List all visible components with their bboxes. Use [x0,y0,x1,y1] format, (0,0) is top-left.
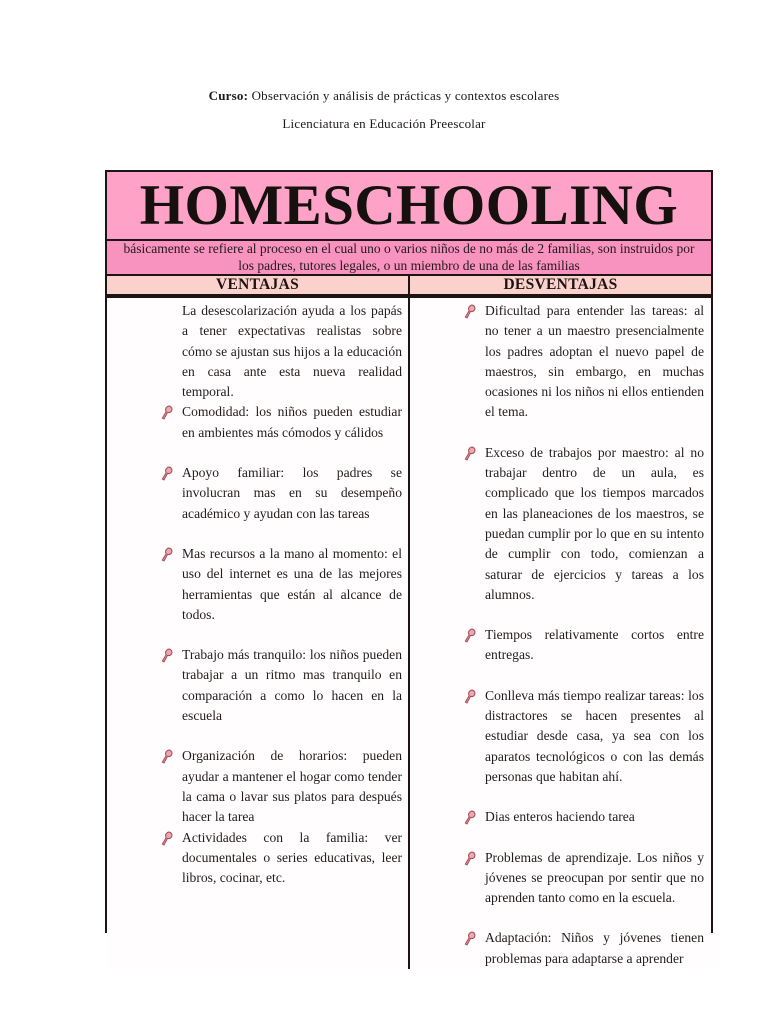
table-title: HOMESCHOOLING [139,174,679,237]
list-item [485,301,704,423]
title-banner [107,172,711,241]
item-text: Conlleva más tiempo realizar tareas: los distractores se hacen presentes al estudiar desde casa, ya sea con los aparatos tecnológicos o con las demás personas que habitan ahí. [485,687,704,784]
column-headers-row [107,276,711,296]
content-row [107,298,711,969]
course-text: Observación y análisis de prácticas y contextos escolares [248,88,560,103]
item-text: Comodidad: los niños pueden estudiar en ambientes más cómodos y cálidos [182,404,402,440]
ribbon-bullet-icon [161,547,173,562]
item-text: Apoyo familiar: los padres se involucran mas en su desempeño académico y ayudan con las tareas [182,465,402,521]
list-item [182,463,402,524]
item-text: Problemas de aprendizaje. Los niños y jóvenes se preocupan por sentir que no aprenden tanto como en la escuela. [485,849,704,906]
ribbon-bullet-icon [464,931,476,946]
item-text: Mas recursos a la mano al momento: el uso del internet es una de las mejores herramientas que están al alcance de todos. [182,545,402,622]
course-label: Curso: [208,88,249,103]
ribbon-bullet-icon [464,628,476,643]
ventajas-list [107,301,408,888]
ribbon-bullet-icon [161,648,173,663]
ribbon-bullet-icon [464,810,476,825]
list-item [485,686,704,787]
list-item [485,848,704,909]
homeschooling-table [105,170,713,966]
ventajas-header: VENTAJAS [107,276,410,294]
desventajas-cell [410,298,711,969]
item-text: Exceso de trabajos por maestro: al no trabajar dentro de un aula, es complicado que los tiempos marcados en las planeaciones de los maestros, se puedan cumplir por lo que en su intento de cumplir con todo, comienzan a saturar de ejercicios y tareas a los alumnos. [485,444,704,602]
item-text: Adaptación: Niños y jóvenes tienen problemas para adaptarse a aprender [485,930,704,966]
list-item [182,301,402,402]
item-text: Dias enteros haciendo tarea [485,809,635,825]
item-text: Tiempos relativamente cortos entre entregas. [485,627,704,663]
list-item [485,625,704,666]
course-line [0,88,768,104]
definition-banner [107,241,711,276]
ribbon-bullet-icon [464,689,476,704]
document-header [0,88,768,132]
definition-text: básicamente se refiere al proceso en el cual uno o varios niños de no más de 2 familias, son instruidos por los padres, tutores legales, o un miembro de una de las familias [123,241,695,273]
desventajas-list [410,301,711,969]
item-text: Dificultad para entender las tareas: al no tener a un maestro presencialmente los padres adoptan el nuevo papel de maestros, sin embargo, en muchas ocasiones ni los niños ni ellos entienden el tema. [485,303,704,420]
list-item [485,807,704,827]
item-text: La desescolarización ayuda a los papás a tener expectativas realistas sobre cómo se ajustan sus hijos a la educación en casa ante esta nueva realidad temporal. [182,303,402,400]
ribbon-bullet-icon [464,304,476,319]
list-item [182,746,402,827]
list-item [182,645,402,726]
list-item [182,402,402,443]
desventajas-header: DESVENTAJAS [503,276,618,293]
list-item [182,544,402,625]
list-item [485,443,704,605]
ribbon-bullet-icon [161,466,173,481]
ribbon-bullet-icon [464,446,476,461]
ribbon-bullet-icon [161,831,173,846]
item-text: Trabajo más tranquilo: los niños pueden trabajar a un ritmo mas tranquilo en comparación a como lo hacen en la escuela [182,647,402,724]
list-item [182,828,402,889]
ventajas-cell [107,298,410,969]
list-item [485,928,704,969]
program-line: Licenciatura en Educación Preescolar [282,116,486,131]
item-text: Organización de horarios: pueden ayudar a mantener el hogar como tender la cama o lavar sus platos para después hacer la tarea [182,748,402,825]
ribbon-bullet-icon [161,749,173,764]
ribbon-bullet-icon [161,405,173,420]
ribbon-bullet-icon [464,851,476,866]
item-text: Actividades con la familia: ver documentales o series educativas, leer libros, cocinar, etc. [182,829,402,886]
